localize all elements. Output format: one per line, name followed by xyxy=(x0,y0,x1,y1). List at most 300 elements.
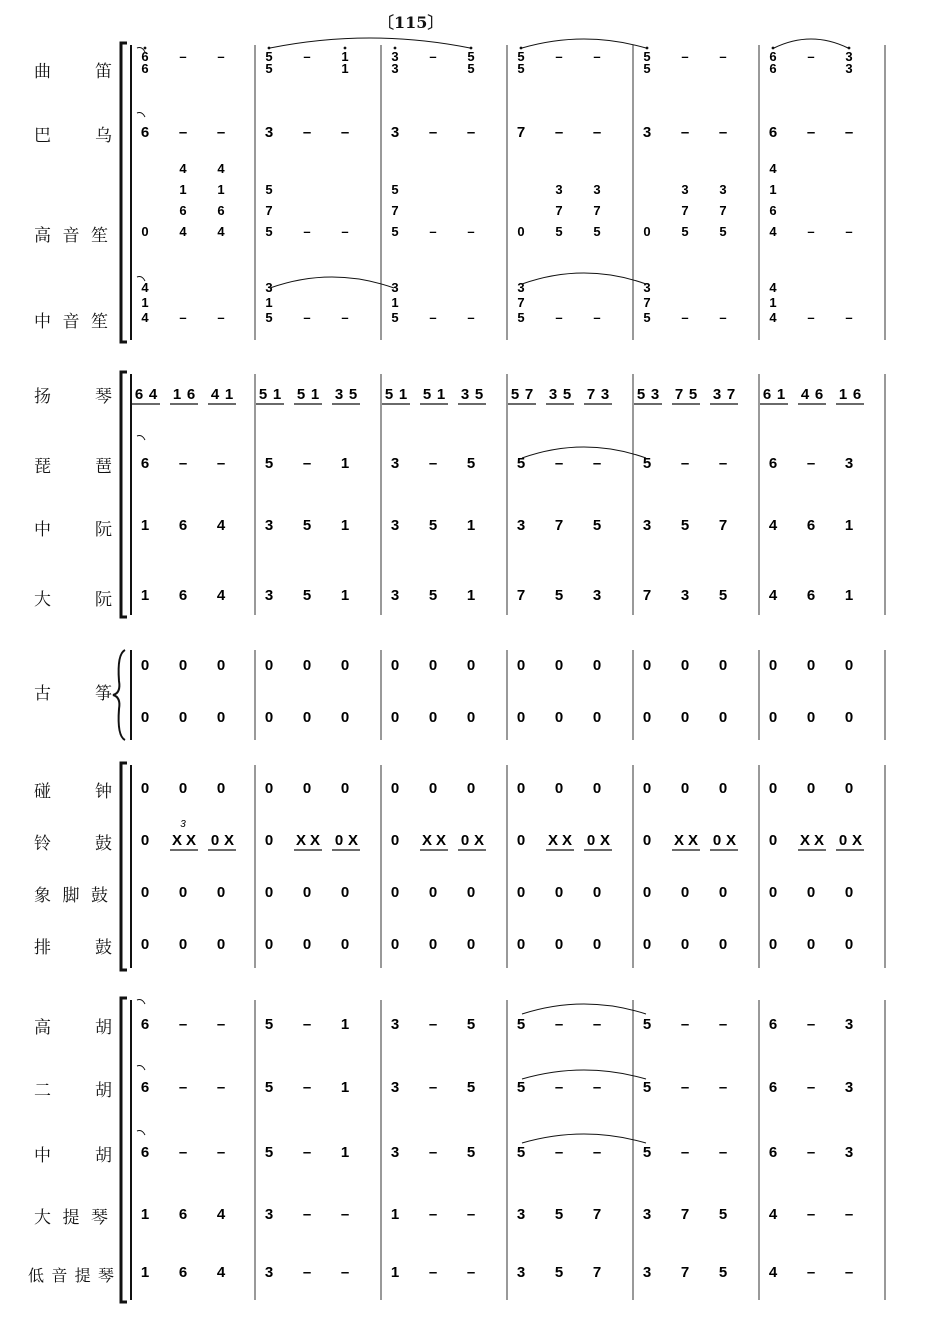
label-char: 高 xyxy=(34,1018,51,1038)
note: 5 xyxy=(348,386,358,403)
note: 0 xyxy=(768,780,778,797)
chord-note: – xyxy=(303,310,311,325)
label-char: 中 xyxy=(34,312,51,332)
note: 3 xyxy=(516,1264,526,1281)
label-char: 音 xyxy=(62,312,80,332)
dash: – xyxy=(806,124,816,141)
chord-note: 5 xyxy=(265,310,273,325)
note: 3 xyxy=(844,1016,854,1033)
chord-note: – xyxy=(429,310,437,325)
note: 0 xyxy=(334,832,344,849)
note: 0 xyxy=(554,884,564,901)
chord-note: 0 xyxy=(141,224,149,239)
note: 0 xyxy=(264,780,274,797)
dash: – xyxy=(302,1206,312,1223)
note: 0 xyxy=(642,884,652,901)
label-char: 提 xyxy=(74,1266,91,1285)
note: 0 xyxy=(466,780,476,797)
chord-note: – xyxy=(341,224,349,239)
note: 1 xyxy=(140,517,150,534)
note: 0 xyxy=(554,780,564,797)
octave-dot xyxy=(394,47,397,50)
dash: – xyxy=(844,1206,854,1223)
label-char: 大 xyxy=(34,1208,51,1228)
dash: – xyxy=(554,124,564,141)
label-char: 笙 xyxy=(91,226,108,246)
octave-dot xyxy=(772,47,775,50)
label-char: 胡 xyxy=(95,1018,112,1038)
dash: – xyxy=(718,1144,728,1161)
note: X xyxy=(421,832,433,849)
dash: – xyxy=(806,455,816,472)
note: 7 xyxy=(554,517,564,534)
note: X xyxy=(171,832,183,849)
note: 0 xyxy=(178,657,188,674)
label-char: 笛 xyxy=(95,62,112,82)
note: 6 xyxy=(806,587,816,604)
chord-note: 7 xyxy=(643,295,651,310)
note: 3 xyxy=(390,1079,400,1096)
label-char: 琵 xyxy=(34,457,51,477)
note: X xyxy=(473,832,485,849)
dash: – xyxy=(592,124,602,141)
chord-note: 4 xyxy=(141,280,149,295)
note: 3 xyxy=(516,1206,526,1223)
note: 0 xyxy=(340,936,350,953)
dash: – xyxy=(428,124,438,141)
dash: – xyxy=(302,1144,312,1161)
note: 5 xyxy=(592,517,602,534)
chord-note: 5 xyxy=(391,182,399,197)
note: X xyxy=(725,832,737,849)
note: 0 xyxy=(586,832,596,849)
note: X xyxy=(599,832,611,849)
note: 0 xyxy=(642,657,652,674)
label-char: 巴 xyxy=(34,126,51,146)
note: 6 xyxy=(768,1144,778,1161)
note: 0 xyxy=(592,709,602,726)
note: 5 xyxy=(636,386,646,403)
dash: – xyxy=(178,1016,188,1033)
chord-note: – xyxy=(593,310,601,325)
note: 0 xyxy=(844,709,854,726)
note: 5 xyxy=(265,61,273,76)
note: 5 xyxy=(264,1016,274,1033)
note: X xyxy=(687,832,699,849)
note: 3 xyxy=(844,1144,854,1161)
note: 5 xyxy=(517,61,525,76)
note: 1 xyxy=(390,1206,400,1223)
note: 5 xyxy=(516,1016,526,1033)
dash: – xyxy=(216,1144,226,1161)
dash: – xyxy=(592,455,602,472)
dash: – xyxy=(340,1264,350,1281)
dash: – xyxy=(680,1144,690,1161)
chord-note: – xyxy=(303,224,311,239)
octave-dot xyxy=(470,47,473,50)
note: 0 xyxy=(140,884,150,901)
tie-arc xyxy=(270,38,470,48)
grace-curve xyxy=(137,1000,145,1005)
note: 5 xyxy=(562,386,572,403)
note: 6 xyxy=(768,124,778,141)
note: 3 xyxy=(845,49,853,64)
octave-dot xyxy=(144,47,147,50)
dash: – xyxy=(178,124,188,141)
note: 7 xyxy=(680,1206,690,1223)
note: 6 xyxy=(768,455,778,472)
note: 0 xyxy=(178,936,188,953)
note: 0 xyxy=(516,780,526,797)
note: 0 xyxy=(466,657,476,674)
label-char: 鼓 xyxy=(95,938,112,958)
note: 0 xyxy=(838,832,848,849)
tuplet-mark: 3 xyxy=(180,819,186,830)
chord-note: – xyxy=(467,310,475,325)
note: 5 xyxy=(466,455,476,472)
note: 5 xyxy=(466,1079,476,1096)
note: 1 xyxy=(272,386,282,403)
label-char: 二 xyxy=(34,1081,51,1101)
note: 0 xyxy=(390,936,400,953)
note: – xyxy=(303,49,311,64)
dash: – xyxy=(178,1144,188,1161)
chord-note: – xyxy=(217,310,225,325)
chord-note: 4 xyxy=(769,224,777,239)
chord-note: 3 xyxy=(643,280,651,295)
note: – xyxy=(555,49,563,64)
note: 3 xyxy=(516,517,526,534)
tie-arc xyxy=(522,1134,646,1143)
note: – xyxy=(179,49,187,64)
octave-dot xyxy=(646,47,649,50)
note: 3 xyxy=(548,386,558,403)
note: 3 xyxy=(592,587,602,604)
note: 6 xyxy=(140,124,150,141)
rest: 0 xyxy=(768,832,778,849)
note: 5 xyxy=(554,1264,564,1281)
dash: – xyxy=(428,1016,438,1033)
note: 1 xyxy=(341,49,349,64)
note: 7 xyxy=(592,1206,602,1223)
note: 0 xyxy=(390,657,400,674)
note: X xyxy=(295,832,307,849)
note: 5 xyxy=(467,49,475,64)
chord-note: 7 xyxy=(265,203,273,218)
note: 3 xyxy=(390,1144,400,1161)
note: 5 xyxy=(688,386,698,403)
label-char: 鼓 xyxy=(95,834,112,854)
label-char: 阮 xyxy=(95,590,112,610)
note: 0 xyxy=(216,780,226,797)
note: 5 xyxy=(384,386,394,403)
note: 0 xyxy=(140,657,150,674)
label-char: 钟 xyxy=(95,782,112,802)
dash: – xyxy=(216,455,226,472)
note: 6 xyxy=(178,587,188,604)
label-char: 排 xyxy=(34,938,51,958)
note: 1 xyxy=(310,386,320,403)
note: 1 xyxy=(466,517,476,534)
note: 0 xyxy=(768,884,778,901)
note: 0 xyxy=(516,657,526,674)
note: 0 xyxy=(680,884,690,901)
chord-note: 6 xyxy=(179,203,187,218)
note: 3 xyxy=(334,386,344,403)
tie-arc xyxy=(522,447,646,458)
note: 0 xyxy=(718,936,728,953)
label-char: 大 xyxy=(34,590,51,610)
chord-note: 3 xyxy=(265,280,273,295)
rest: 0 xyxy=(140,832,150,849)
note: X xyxy=(223,832,235,849)
note: 0 xyxy=(592,884,602,901)
note: 7 xyxy=(718,517,728,534)
tie-arc xyxy=(522,1070,646,1079)
note: 5 xyxy=(554,1206,564,1223)
label-char: 碰 xyxy=(34,782,51,802)
octave-dot xyxy=(520,47,523,50)
dash: – xyxy=(554,1144,564,1161)
chord-note: 5 xyxy=(593,224,601,239)
group-bracket xyxy=(121,763,127,970)
dash: – xyxy=(806,1016,816,1033)
note: 0 xyxy=(340,780,350,797)
label-char: 扬 xyxy=(34,387,51,407)
note: 1 xyxy=(340,455,350,472)
label-char: 琶 xyxy=(95,457,112,477)
tie-arc xyxy=(774,39,848,48)
dash: – xyxy=(428,455,438,472)
note: 3 xyxy=(264,587,274,604)
dash: – xyxy=(806,1144,816,1161)
note: 0 xyxy=(428,936,438,953)
label-char: 曲 xyxy=(34,62,51,82)
note: 5 xyxy=(258,386,268,403)
note: 0 xyxy=(844,780,854,797)
dash: – xyxy=(466,1206,476,1223)
note: 3 xyxy=(390,517,400,534)
note: 0 xyxy=(340,884,350,901)
dash: – xyxy=(554,1016,564,1033)
note: 5 xyxy=(466,1016,476,1033)
chord-note: 4 xyxy=(179,161,187,176)
dash: – xyxy=(428,1264,438,1281)
note: 3 xyxy=(264,1206,274,1223)
dash: – xyxy=(302,455,312,472)
dash: – xyxy=(844,124,854,141)
note: X xyxy=(347,832,359,849)
note: 7 xyxy=(516,587,526,604)
note: 5 xyxy=(718,587,728,604)
note: 3 xyxy=(650,386,660,403)
note: 5 xyxy=(474,386,484,403)
label-char: 中 xyxy=(34,1146,51,1166)
chord-note: 1 xyxy=(265,295,273,310)
note: X xyxy=(673,832,685,849)
note: 5 xyxy=(302,517,312,534)
note: 3 xyxy=(460,386,470,403)
chord-note: 7 xyxy=(681,203,689,218)
note: – xyxy=(217,49,225,64)
chord-note: – xyxy=(807,224,815,239)
chord-note: 1 xyxy=(391,295,399,310)
chord-note: 4 xyxy=(769,310,777,325)
note: 0 xyxy=(264,936,274,953)
label-char: 鼓 xyxy=(91,886,108,906)
note: 0 xyxy=(302,657,312,674)
dash: – xyxy=(592,1144,602,1161)
note: 0 xyxy=(554,657,564,674)
group-bracket xyxy=(121,998,127,1302)
note: 0 xyxy=(516,936,526,953)
note: 1 xyxy=(172,386,182,403)
note: 4 xyxy=(216,587,226,604)
chord-note: 4 xyxy=(217,224,225,239)
group-bracket xyxy=(121,372,127,617)
label-char: 琴 xyxy=(95,387,112,407)
note: 1 xyxy=(340,587,350,604)
dash: – xyxy=(718,124,728,141)
chord-note: 4 xyxy=(769,280,777,295)
note: 5 xyxy=(428,517,438,534)
note: 0 xyxy=(768,936,778,953)
dash: – xyxy=(806,1079,816,1096)
note: 5 xyxy=(643,61,651,76)
rest: 0 xyxy=(264,832,274,849)
note: 0 xyxy=(216,936,226,953)
octave-dot xyxy=(344,47,347,50)
note: 5 xyxy=(467,61,475,76)
chord-note: – xyxy=(719,310,727,325)
dash: – xyxy=(718,1016,728,1033)
chord-note: – xyxy=(555,310,563,325)
note: 0 xyxy=(264,884,274,901)
note: 3 xyxy=(642,517,652,534)
chord-note: 4 xyxy=(217,161,225,176)
note: 5 xyxy=(516,455,526,472)
dash: – xyxy=(340,124,350,141)
tie-arc xyxy=(522,39,646,48)
label-char: 音 xyxy=(62,226,80,246)
note: 0 xyxy=(428,780,438,797)
chord-note: – xyxy=(681,310,689,325)
note: 3 xyxy=(391,61,399,76)
chord-note: 5 xyxy=(555,224,563,239)
note: 6 xyxy=(186,386,196,403)
dash: – xyxy=(806,1206,816,1223)
note: 0 xyxy=(844,657,854,674)
note: 0 xyxy=(302,936,312,953)
note: 0 xyxy=(302,709,312,726)
chord-note: – xyxy=(179,310,187,325)
chord-note: 7 xyxy=(391,203,399,218)
note: 0 xyxy=(718,709,728,726)
note: 0 xyxy=(718,780,728,797)
dash: – xyxy=(680,455,690,472)
note: 6 xyxy=(768,1016,778,1033)
note: 5 xyxy=(265,49,273,64)
chord-note: 1 xyxy=(179,182,187,197)
dash: – xyxy=(428,1144,438,1161)
note: 7 xyxy=(674,386,684,403)
note: 0 xyxy=(466,709,476,726)
note: 0 xyxy=(140,780,150,797)
note: 6 xyxy=(814,386,824,403)
note: 5 xyxy=(264,1144,274,1161)
note: 1 xyxy=(140,587,150,604)
note: 3 xyxy=(391,49,399,64)
note: 0 xyxy=(516,884,526,901)
note: 0 xyxy=(712,832,722,849)
note: 3 xyxy=(264,1264,274,1281)
note: 0 xyxy=(140,936,150,953)
note: 6 xyxy=(178,1206,188,1223)
note: 0 xyxy=(390,709,400,726)
note: – xyxy=(719,49,727,64)
note: 0 xyxy=(340,709,350,726)
note: 0 xyxy=(592,657,602,674)
note: 3 xyxy=(680,587,690,604)
dash: – xyxy=(554,1079,564,1096)
note: 3 xyxy=(390,455,400,472)
note: 0 xyxy=(768,657,778,674)
chord-note: 3 xyxy=(555,182,563,197)
note: 1 xyxy=(844,517,854,534)
chord-note: 7 xyxy=(593,203,601,218)
chord-note: 1 xyxy=(141,295,149,310)
note: 4 xyxy=(768,587,778,604)
chord-note: 7 xyxy=(555,203,563,218)
dash: – xyxy=(216,124,226,141)
note: 4 xyxy=(800,386,810,403)
note: 0 xyxy=(806,780,816,797)
chord-note: 3 xyxy=(517,280,525,295)
note: 0 xyxy=(216,657,226,674)
dash: – xyxy=(680,1016,690,1033)
dash: – xyxy=(592,1079,602,1096)
note: 0 xyxy=(680,709,690,726)
dash: – xyxy=(718,455,728,472)
note: 6 xyxy=(140,1016,150,1033)
note: 0 xyxy=(718,884,728,901)
note: 0 xyxy=(302,780,312,797)
octave-dot xyxy=(268,47,271,50)
note: 3 xyxy=(264,124,274,141)
dash: – xyxy=(302,1264,312,1281)
note: 5 xyxy=(264,455,274,472)
note: – xyxy=(429,49,437,64)
note: 3 xyxy=(845,61,853,76)
note: 0 xyxy=(460,832,470,849)
label-char: 低 xyxy=(28,1266,45,1285)
note: 7 xyxy=(642,587,652,604)
note: 5 xyxy=(643,49,651,64)
note: 3 xyxy=(844,1079,854,1096)
chord-note: – xyxy=(845,310,853,325)
note: 3 xyxy=(390,124,400,141)
note: 5 xyxy=(642,1079,652,1096)
chord-note: 0 xyxy=(643,224,651,239)
note: 0 xyxy=(216,884,226,901)
label-char: 提 xyxy=(62,1208,80,1228)
note: 4 xyxy=(210,386,220,403)
dash: – xyxy=(302,1016,312,1033)
dash: – xyxy=(466,124,476,141)
note: 0 xyxy=(642,936,652,953)
note: 1 xyxy=(340,1144,350,1161)
note: 1 xyxy=(844,587,854,604)
